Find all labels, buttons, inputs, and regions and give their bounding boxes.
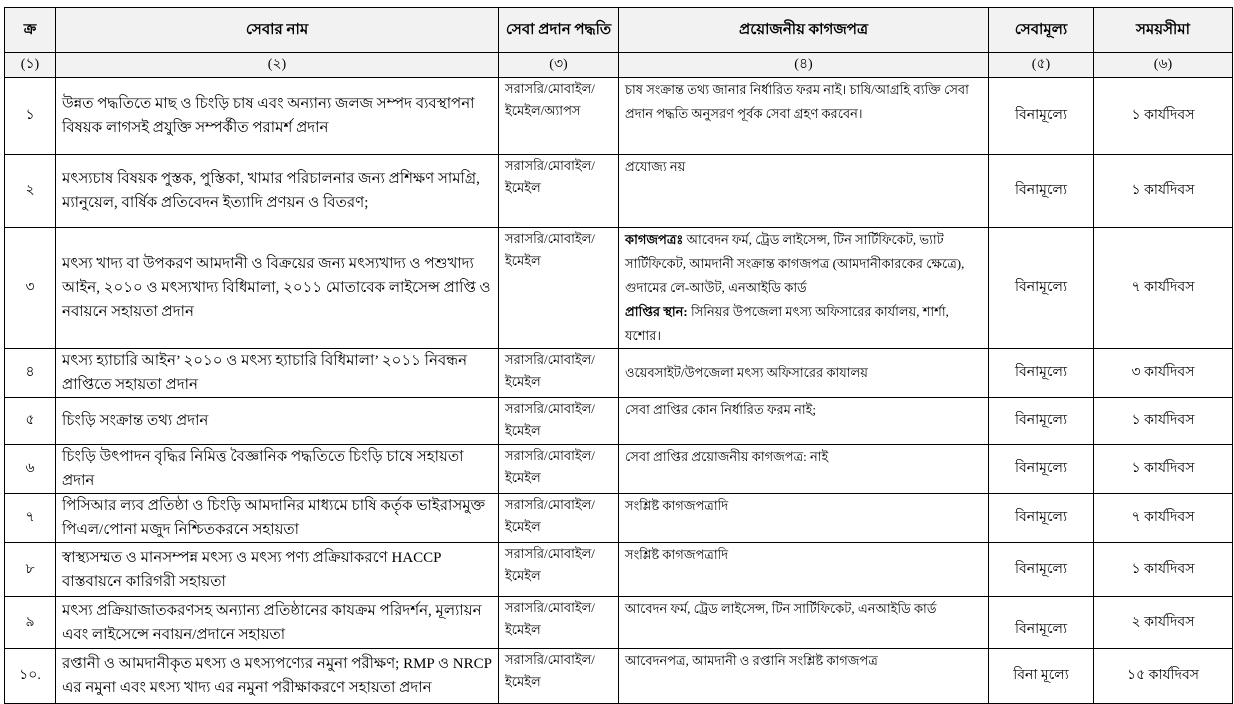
time-limit-cell: ১ কার্যদিবস (1094, 445, 1233, 494)
document-text: প্রযোজ্য নয় (625, 159, 686, 174)
serial-cell: ৫ (5, 398, 56, 445)
document-entry (625, 597, 982, 621)
time-limit-cell: ৭ কার্যদিবস (1094, 228, 1233, 349)
fee-cell: বিনামূল্যে (989, 228, 1094, 349)
document-entry (625, 228, 982, 300)
delivery-method-cell: সরাসরি/মোবাইল/ ইমেইল (499, 649, 619, 704)
table-row (5, 78, 1233, 155)
document-text: সংশ্লিষ্ট কাগজপত্রাদি (625, 498, 729, 513)
time-limit-cell: ১ কার্যদিবস (1094, 155, 1233, 228)
service-name-cell: স্বাস্থ্যসম্মত ও মানসম্পন্ন মৎস্য ও মৎস্য পণ্য প্রক্রিয়াকরণে HACCP বাস্তবায়নে কারিগরী সহায়তা (56, 543, 499, 597)
serial-cell: ১ (5, 78, 56, 155)
time-limit-cell: ১ কার্যদিবস (1094, 543, 1233, 597)
service-name-cell: পিসিআর ল্যব প্রতিষ্ঠা ও চিংড়ি আমদানির মাধ্যমে চাষি কর্তৃক ভাইরাসমুক্ত পিএল/পোনা মজুদ নিশ্চিতকরনে সহায়তা (56, 494, 499, 543)
table-row (5, 228, 1233, 349)
service-name-cell: উন্নত পদ্ধতিতে মাছ ও চিংড়ি চাষ এবং অন্যান্য জলজ সম্পদ ব্যবস্থাপনা বিষয়ক লাগসই প্রযুক্তি সম্পর্কীত পরামর্শ প্রদান (56, 78, 499, 155)
serial-cell: ১০. (5, 649, 56, 704)
document-entry (625, 155, 982, 179)
required-documents-cell (619, 398, 989, 445)
required-documents-cell (619, 228, 989, 349)
table-row (5, 349, 1233, 398)
document-entry (625, 543, 982, 567)
serial-cell: ৯ (5, 597, 56, 649)
serial-cell: ২ (5, 155, 56, 228)
service-name-cell: চিংড়ি উৎপাদন বৃদ্ধির নিমিত্ত বৈজ্ঞানিক পদ্ধতিতে চিংড়ি চাষে সহায়তা প্রদান (56, 445, 499, 494)
fee-cell: বিনামূল্যে (989, 78, 1094, 155)
table-row (5, 155, 1233, 228)
table-row (5, 597, 1233, 649)
document-entry (625, 445, 982, 469)
delivery-method-cell: সরাসরি/মোবাইল/ ইমেইল (499, 597, 619, 649)
table-body (5, 78, 1233, 704)
fee-cell: বিনামূল্যে (989, 597, 1094, 649)
column-number: (১) (5, 53, 56, 78)
time-limit-cell: ৩ কার্যদিবস (1094, 349, 1233, 398)
required-documents-cell (619, 349, 989, 398)
column-number: (৪) (619, 53, 989, 78)
header-service-name: সেবার নাম (56, 8, 499, 53)
time-limit-cell: ১ কার্যদিবস (1094, 78, 1233, 155)
citizen-charter-table (4, 7, 1233, 704)
required-documents-cell (619, 155, 989, 228)
header-serial: ক্র (5, 8, 56, 53)
delivery-method-cell: সরাসরি/মোবাইল/ ইমেইল (499, 398, 619, 445)
document-text: আবেদনপত্র, আমদানী ও রপ্তানি সংশ্লিষ্ট কাগজপত্র (625, 653, 878, 668)
header-required-documents: প্রয়োজনীয় কাগজপত্র (619, 8, 989, 53)
fee-cell: বিনামূল্যে (989, 398, 1094, 445)
service-name-cell: মৎস্য প্রক্রিয়াজাতকরণসহ অন্যান্য প্রতিষ্ঠানের কাযক্রম পরিদর্শন, মূল্যায়ন এবং লাইসেন্সে নবায়ন/প্রদানে সহায়তা (56, 597, 499, 649)
service-name-cell: মৎস্যচাষ বিষয়ক পুস্তক, পুস্তিকা, খামার পরিচালনার জন্য প্রশিক্ষণ সামগ্রি, ম্যানুয়েল, বার্ষিক প্রতিবেদন ইত্যাদি প্রণয়ন ও বিতরণ; (56, 155, 499, 228)
table-row (5, 398, 1233, 445)
document-text: চাষ সংক্রান্ত তথ্য জানার নির্ধারিত ফরম নাই। চাষি/আগ্রহি ব্যক্তি সেবা প্রদান পদ্ধতি অনুসরণ পূর্বক সেবা গ্রহণ করবেন। (625, 82, 969, 121)
header-time-limit: সময়সীমা (1094, 8, 1233, 53)
document-text: আবেদন ফর্ম, ট্রেড লাইসেন্স, টিন সার্টিফিকেট, ভ্যাট সার্টিফিকেট, আমদানী সংক্রান্ত কাগজপত্র (আমদানীকারকের ক্ষেত্রে), গুদামের লে-আউট, এনআইডি কার্ড (625, 232, 965, 295)
delivery-method-cell: সরাসরি/মোবাইল/ ইমেইল (499, 494, 619, 543)
serial-cell: ৬ (5, 445, 56, 494)
document-entry (625, 300, 982, 348)
document-entry (625, 494, 982, 518)
delivery-method-cell: সরাসরি/মোবাইল/ ইমেইল (499, 445, 619, 494)
document-text: ওয়েবসাইট/উপজেলা মৎস্য অফিসারের কাযালয় (625, 365, 868, 380)
table-row (5, 494, 1233, 543)
fee-cell: বিনামূল্যে (989, 445, 1094, 494)
document-label: কাগজপত্রঃ (625, 232, 684, 247)
header-row (5, 8, 1233, 53)
column-number: (৩) (499, 53, 619, 78)
serial-cell: ৮ (5, 543, 56, 597)
required-documents-cell (619, 597, 989, 649)
column-number: (৫) (989, 53, 1094, 78)
fee-cell: বিনা মূল্যে (989, 649, 1094, 704)
document-text: সংশ্লিষ্ট কাগজপত্রাদি (625, 547, 729, 562)
delivery-method-cell: সরাসরি/মোবাইল/ ইমেইল/অ্যাপস (499, 78, 619, 155)
table-row (5, 543, 1233, 597)
time-limit-cell: ১৫ কার্যদিবস (1094, 649, 1233, 704)
service-name-cell: মৎস্য খাদ্য বা উপকরণ আমদানী ও বিক্রয়ের জন্য মৎস্যখাদ্য ও পশুখাদ্য আইন, ২০১০ ও মৎস্যখাদ্য বিধিমালা, ২০১১ মোতাবেক লাইসেন্স প্রাপ্তি ও নবায়নে সহায়তা প্রদান (56, 228, 499, 349)
table-row (5, 445, 1233, 494)
serial-cell: ৪ (5, 349, 56, 398)
service-name-cell: চিংড়ি সংক্রান্ত তথ্য প্রদান (56, 398, 499, 445)
required-documents-cell (619, 649, 989, 704)
column-number: (২) (56, 53, 499, 78)
service-name-cell: মৎস্য হ্যাচারি আইন’ ২০১০ ও মৎস্য হ্যাচারি বিধিমালা’ ২০১১ নিবন্ধন প্রাপ্তিতে সহায়তা প্রদান (56, 349, 499, 398)
serial-cell: ৩ (5, 228, 56, 349)
delivery-method-cell: সরাসরি/মোবাইল/ ইমেইল (499, 228, 619, 349)
time-limit-cell: ২ কার্যদিবস (1094, 597, 1233, 649)
delivery-method-cell: সরাসরি/মোবাইল/ ইমেইল (499, 155, 619, 228)
header-delivery-method: সেবা প্রদান পদ্ধতি (499, 8, 619, 53)
required-documents-cell (619, 543, 989, 597)
fee-cell: বিনামূল্যে (989, 543, 1094, 597)
document-entry (625, 78, 982, 126)
required-documents-cell (619, 445, 989, 494)
required-documents-cell (619, 78, 989, 155)
header-fee: সেবামূল্য (989, 8, 1094, 53)
required-documents-cell (619, 494, 989, 543)
document-entry (625, 398, 982, 422)
table-row (5, 649, 1233, 704)
delivery-method-cell: সরাসরি/মোবাইল/ ইমেইল (499, 543, 619, 597)
serial-cell: ৭ (5, 494, 56, 543)
time-limit-cell: ১ কার্যদিবস (1094, 398, 1233, 445)
fee-cell: বিনামূল্যে (989, 494, 1094, 543)
column-number: (৬) (1094, 53, 1233, 78)
document-text: সেবা প্রাপ্তির কোন নির্ধারিত ফরম নাই; (625, 402, 816, 417)
document-entry (625, 361, 982, 385)
fee-cell: বিনামূল্যে (989, 155, 1094, 228)
document-entry (625, 649, 982, 673)
fee-cell: বিনামূল্যে (989, 349, 1094, 398)
document-label: প্রাপ্তির স্থান: (625, 304, 688, 319)
column-number-row (5, 53, 1233, 78)
document-text: আবেদন ফর্ম, ট্রেড লাইসেন্স, টিন সার্টিফিকেট, এনআইডি কার্ড (625, 601, 937, 616)
delivery-method-cell: সরাসরি/মোবাইল/ ইমেইল (499, 349, 619, 398)
time-limit-cell: ৭ কার্যদিবস (1094, 494, 1233, 543)
service-name-cell: রপ্তানী ও আমদানীকৃত মৎস্য ও মৎস্যপণ্যের নমুনা পরীক্ষণ; RMP ও NRCP এর নমুনা এবং মৎস্য খাদ্য এর নমুনা পরীক্ষাকরণে সহায়তা প্রদান (56, 649, 499, 704)
document-text: সেবা প্রাপ্তির প্রয়োজনীয় কাগজপত্র: নাই (625, 449, 829, 464)
document-text: সিনিয়র উপজেলা মৎস্য অফিসারের কার্যালয়, শার্শা, যশোর। (625, 304, 949, 343)
